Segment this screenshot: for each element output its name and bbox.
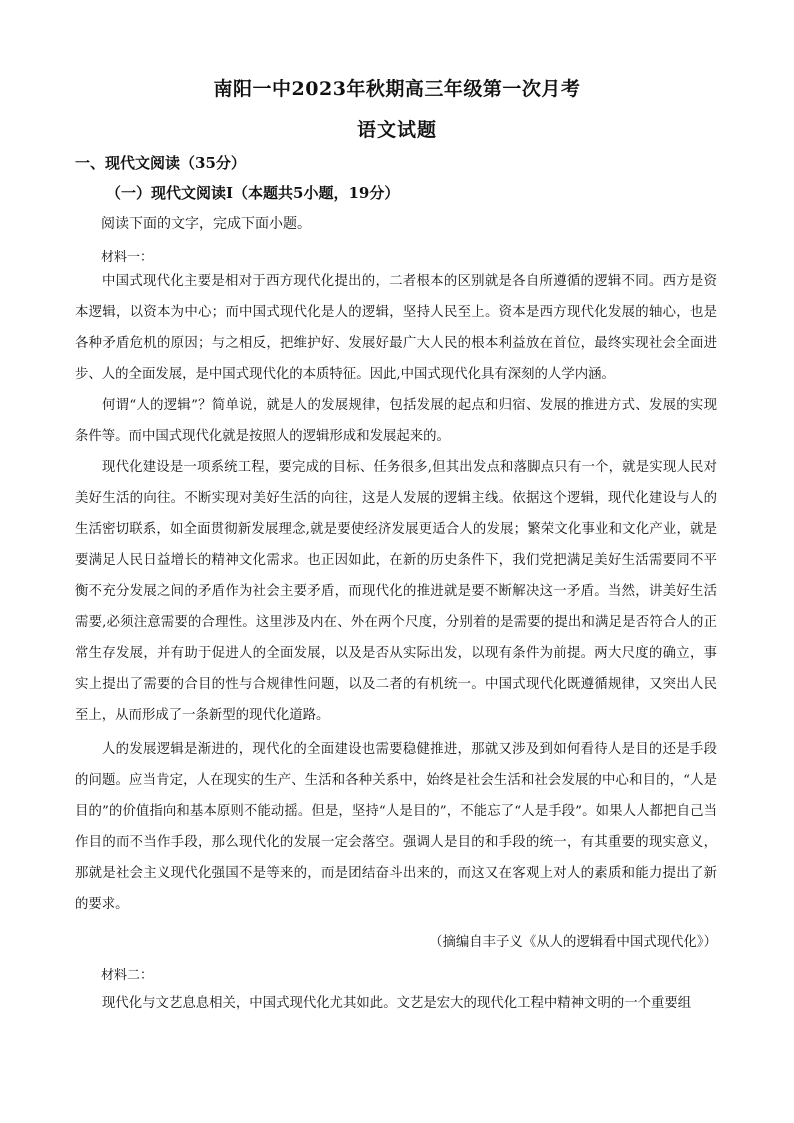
material-1-source: （摘编自丰子义《从人的逻辑看中国式现代化》） — [429, 935, 717, 950]
section-heading: 一、现代文阅读（35分） — [75, 154, 246, 172]
material-1-paragraph: 何谓“人的逻辑”？简单说，就是人的发展规律，包括发展的起点和归宿、发展的推进方式、发展的实现条件等。而中国式现代化就是按照人的逻辑形成和发展起来的。 — [75, 398, 717, 444]
material-1-paragraph: 人的发展逻辑是渐进的，现代化的全面建设也需要稳健推进，那就又涉及到如何看待人是目的还是手段的问题。应当肯定，人在现实的生产、生活和各种关系中，始终是社会生活和社会发展的中心和目的，“人是目的”的价值指向和基本原则不能动摇。但是，坚持“人是目的”，不能忘了“人是手段”。如果人人都把自己当作目的而不当作手段，那么现代化的发展一定会落空。强调人是目的和手段的统一，有其重要的现实意义，那就是社会主义现代化强国不是等来的，而是团结奋斗出来的，而这又在客观上对人的素质和能力提出了新的要求。 — [75, 742, 717, 912]
subsection-heading: （一）现代文阅读Ⅰ（本题共5小题，19分） — [106, 184, 400, 202]
material-1-paragraph: 中国式现代化主要是相对于西方现代化提出的，二者根本的区别就是各自所遵循的逻辑不同。西方是资本逻辑，以资本为中心；而中国式现代化是人的逻辑，坚持人民至上。资本是西方现代化发展的轴心，也是各种矛盾危机的原因；与之相反，把维护好、发展好最广大人民的根本利益放在首位，最终实现社会全面进步、人的全面发展，是中国式现代化的本质特征。因此,中国式现代化具有深刻的人学内涵。 — [75, 274, 717, 382]
material-2-label: 材料二： — [101, 968, 154, 983]
material-1-label: 材料一： — [101, 250, 154, 265]
material-2-paragraph: 现代化与文艺息息相关，中国式现代化尤其如此。文艺是宏大的现代化工程中精神文明的一个重要组 — [102, 996, 692, 1011]
exam-subtitle: 语文试题 — [356, 119, 437, 141]
material-1-paragraph: 现代化建设是一项系统工程，要完成的目标、任务很多,但其出发点和落脚点只有一个，就是实现人民对美好生活的向往。不断实现对美好生活的向往，这是人发展的逻辑主线。依据这个逻辑，现代化建设与人的生活密切联系，如全面贯彻新发展理念,就是要使经济发展更适合人的发展；繁荣文化事业和文化产业，就是要满足人民日益增长的精神文化需求。也正因如此，在新的历史条件下，我们党把满足美好生活需要同不平衡不充分发展之间的矛盾作为社会主要矛盾，而现代化的推进就是要不断解决这一矛盾。当然，讲美好生活需要,必须注意需要的合理性。这里涉及内在、外在两个尺度，分别着的是需要的提出和满足是否符合人的正常生存发展，并有助于促进人的全面发展，以及是否从实际出发，以现有条件为前提。两大尺度的确立，事实上提出了需要的合目的性与合规律性问题，以及二者的有机统一。中国式现代化既遵循规律，又突出人民至上，从而形成了一条新型的现代化道路。 — [75, 460, 717, 723]
exam-title: 南阳一中2023年秋期高三年级第一次月考 — [213, 78, 581, 100]
reading-instruction: 阅读下面的文字，完成下面小题。 — [101, 216, 311, 232]
